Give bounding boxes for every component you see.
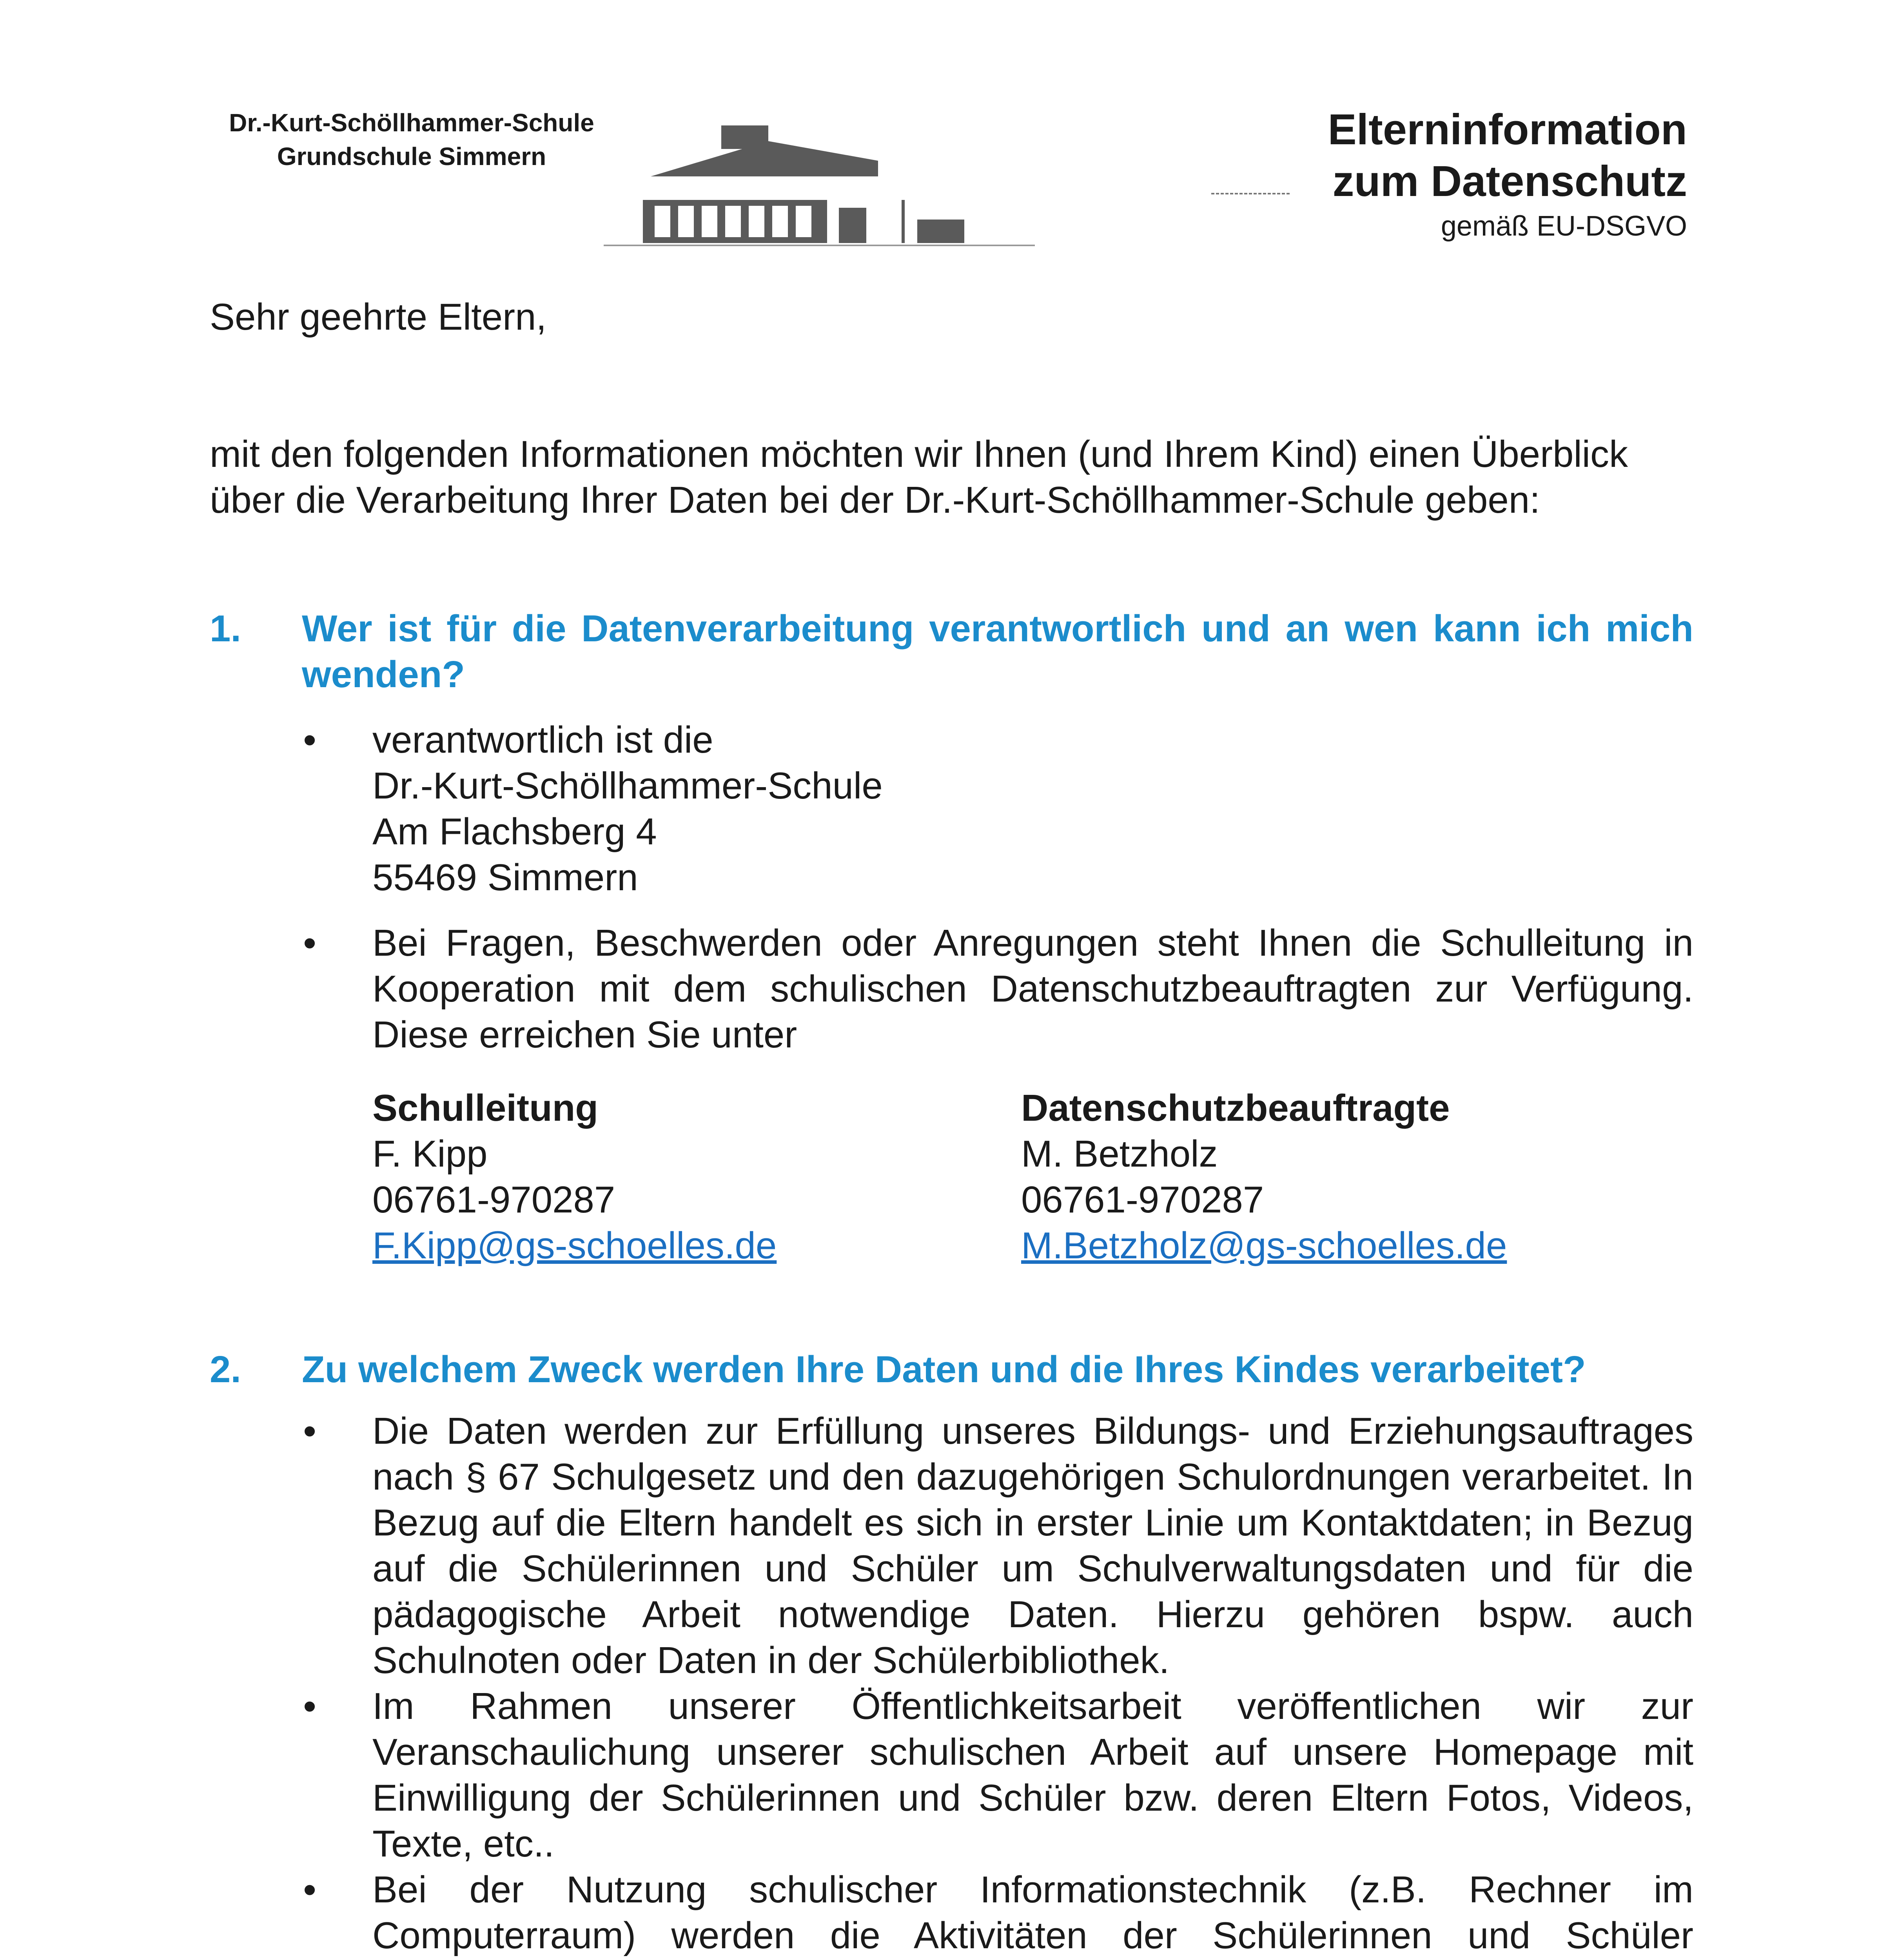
address-line2: Dr.-Kurt-Schöllhammer-Schule <box>372 765 883 807</box>
contact-data-protection-officer <box>1021 1085 1507 1269</box>
salutation: Sehr geehrte Eltern, <box>210 296 547 338</box>
contact-heading: Datenschutzbeauftragte <box>1021 1087 1450 1129</box>
address-line1: verantwortlich ist die <box>372 719 713 761</box>
title-line1: Elterninformation <box>1328 105 1687 154</box>
school-building-logo <box>604 118 1035 247</box>
bullet-text: Im Rahmen unserer Öffentlichkeitsarbeit veröffentlichen wir zur Veranschaulichung unserer schulischen Arbeit auf unsere Homepage mit Einwilligung der Schülerinnen und Schüler bzw. deren Eltern Fotos, Videos, Texte, etc.. <box>372 1685 1693 1865</box>
contact-school-management <box>372 1085 777 1269</box>
contact-block <box>372 1085 1693 1273</box>
bullet-text: Bei der Nutzung schulischer Informationstechnik (z.B. Rechner im Computerraum) werden die Aktivitäten der Schülerinnen und Schüler <box>372 1869 1693 1956</box>
title-line2: zum Datenschutz <box>1332 157 1687 205</box>
bullet-glyph: • <box>303 1869 316 1911</box>
section-1-number: 1. <box>210 608 241 650</box>
contact-name: M. Betzholz <box>1021 1133 1218 1175</box>
list-item <box>210 1683 1693 1867</box>
list-item <box>210 1408 1693 1683</box>
section-1 <box>210 606 1693 1273</box>
document-title <box>1328 104 1687 245</box>
contact-name: F. Kipp <box>372 1133 488 1175</box>
list-item <box>210 717 1693 900</box>
contact-email-link[interactable]: M.Betzholz@gs-schoelles.de <box>1021 1225 1507 1267</box>
bullet-glyph: • <box>303 1685 316 1727</box>
school-name-line2: Grundschule Simmern <box>277 142 546 171</box>
contact-heading: Schulleitung <box>372 1087 598 1129</box>
contact-email-link[interactable]: F.Kipp@gs-schoelles.de <box>372 1225 777 1267</box>
contact-phone: 06761-970287 <box>372 1179 615 1221</box>
school-name-line1: Dr.-Kurt-Schöllhammer-Schule <box>229 109 594 137</box>
contact-phone: 06761-970287 <box>1021 1179 1264 1221</box>
section-2 <box>210 1347 1693 1960</box>
bullet-glyph: • <box>303 922 316 964</box>
address-line3: Am Flachsberg 4 <box>372 811 657 853</box>
bullet-glyph: • <box>303 719 316 761</box>
section-2-title: Zu welchem Zweck werden Ihre Daten und die Ihres Kindes verarbeitet? <box>302 1348 1586 1390</box>
section-1-title: Wer ist für die Datenverarbeitung verantwortlich und an wen kann ich mich wenden? <box>302 608 1693 695</box>
list-item <box>210 1867 1693 1960</box>
decorative-dash <box>1211 193 1290 196</box>
bullet-text: Die Daten werden zur Erfüllung unseres Bildungs- und Erziehungsauftrages nach § 67 Schulgesetz und den dazugehörigen Schulordnungen verarbeitet. In Bezug auf die Eltern handelt es sich in erster Linie um Kontaktdaten; in Bezug auf die Schülerinnen und Schüler um Schulverwaltungsdaten und für die pädagogische Arbeit notwendige Daten. Hierzu gehören bspw. auch Schulnoten oder Daten in der Schülerbibliothek. <box>372 1410 1693 1681</box>
title-line3: gemäß EU-DSGVO <box>1441 211 1687 242</box>
list-item <box>210 920 1693 1058</box>
section-2-bullets <box>210 1408 1693 1960</box>
contact-info-text: Bei Fragen, Beschwerden oder Anregungen steht Ihnen die Schulleitung in Kooperation mit dem schulischen Datenschutzbeauftragten zur Verfügung. Diese erreichen Sie unter <box>372 922 1693 1056</box>
bullet-glyph: • <box>303 1410 316 1452</box>
intro-paragraph: mit den folgenden Informationen möchten wir Ihnen (und Ihrem Kind) einen Überblick über die Verarbeitung Ihrer Daten bei der Dr.-Kurt-Schöllhammer-Schule geben: <box>210 433 1628 521</box>
address-line4: 55469 Simmern <box>372 857 638 898</box>
section-2-number: 2. <box>210 1348 241 1390</box>
school-name <box>186 106 637 173</box>
section-1-bullets <box>210 717 1693 1058</box>
